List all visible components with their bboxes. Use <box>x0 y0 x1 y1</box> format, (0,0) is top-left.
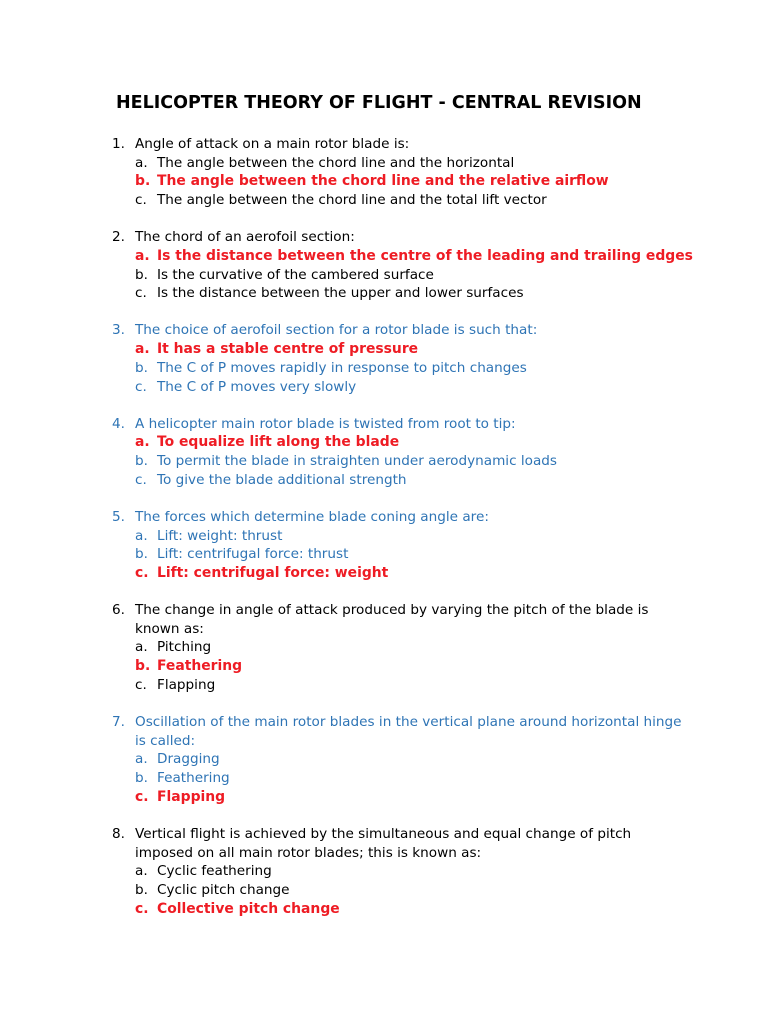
answer-option <box>135 881 712 900</box>
answer-option <box>135 154 712 173</box>
question-stem <box>112 825 712 862</box>
option-list <box>112 862 712 918</box>
option-label: c. <box>135 378 147 395</box>
question-number: 2. <box>112 229 125 246</box>
correct-answer-option <box>135 433 712 452</box>
question-item <box>112 508 712 583</box>
answer-option <box>135 284 712 303</box>
question-item <box>112 713 712 807</box>
option-list <box>112 247 712 303</box>
option-text: The C of P moves very slowly <box>157 378 357 395</box>
option-text: To give the blade additional strength <box>157 471 407 488</box>
answer-option <box>135 266 712 285</box>
option-label: a. <box>135 751 148 768</box>
option-text: Feathering <box>157 770 230 787</box>
question-item <box>112 601 712 695</box>
option-label: b. <box>135 359 148 376</box>
option-list <box>112 750 712 806</box>
option-label: a. <box>135 154 148 171</box>
option-text: Dragging <box>157 751 220 768</box>
question-item <box>112 321 712 396</box>
question-number: 1. <box>112 136 125 152</box>
answer-option <box>135 862 712 881</box>
answer-option <box>135 378 712 397</box>
option-label: b. <box>135 453 148 470</box>
correct-answer-option <box>135 340 712 359</box>
option-text: It has a stable centre of pressure <box>157 341 419 358</box>
question-stem <box>112 135 712 154</box>
question-text: Oscillation of the main rotor blades in the vertical plane around horizontal hinge is called: <box>135 713 682 749</box>
question-text: Vertical flight is achieved by the simultaneous and equal change of pitch imposed on all main rotor blades; this is known as: <box>135 825 632 861</box>
option-label: a. <box>135 639 148 656</box>
answer-option <box>135 750 712 769</box>
option-text: To equalize lift along the blade <box>157 434 400 451</box>
option-text: Lift: centrifugal force: thrust <box>157 546 349 563</box>
answer-option <box>135 471 712 490</box>
option-label: c. <box>135 900 149 917</box>
answer-option <box>135 452 712 471</box>
question-text: The chord of an aerofoil section: <box>135 229 355 246</box>
answer-option <box>135 545 712 564</box>
option-label: b. <box>135 881 148 898</box>
option-label: b. <box>135 266 148 283</box>
answer-option <box>135 359 712 378</box>
answer-option <box>135 527 712 546</box>
question-item <box>112 135 712 210</box>
correct-answer-option <box>135 788 712 807</box>
option-label: a. <box>135 434 150 451</box>
option-text: Is the distance between the upper and lower surfaces <box>157 285 524 302</box>
option-text: Lift: weight: thrust <box>157 527 283 544</box>
option-text: Flapping <box>157 788 226 805</box>
question-stem <box>112 508 712 527</box>
question-number: 7. <box>112 713 125 730</box>
option-label: c. <box>135 285 147 302</box>
option-label: c. <box>135 676 147 693</box>
option-label: a. <box>135 863 148 880</box>
option-text: Flapping <box>157 676 216 693</box>
option-text: Is the curvative of the cambered surface <box>157 266 434 283</box>
option-text: Pitching <box>157 639 212 656</box>
option-label: b. <box>135 658 151 675</box>
option-label: c. <box>135 471 147 488</box>
correct-answer-option <box>135 564 712 583</box>
question-text: The choice of aerofoil section for a rotor blade is such that: <box>135 322 538 339</box>
answer-option <box>135 676 712 695</box>
option-text: Is the distance between the centre of the leading and trailing edges <box>157 247 693 264</box>
option-text: The C of P moves rapidly in response to pitch changes <box>157 359 527 376</box>
question-item <box>112 415 712 490</box>
correct-answer-option <box>135 657 712 676</box>
option-text: The angle between the chord line and the horizontal <box>157 154 515 171</box>
question-number: 3. <box>112 322 125 339</box>
option-list <box>112 154 712 210</box>
option-label: a. <box>135 527 148 544</box>
option-label: c. <box>135 788 149 805</box>
option-text: Lift: centrifugal force: weight <box>157 564 389 581</box>
question-item <box>112 228 712 303</box>
option-text: To permit the blade in straighten under aerodynamic loads <box>157 453 558 470</box>
page-title: HELICOPTER THEORY OF FLIGHT - CENTRAL REVISION <box>116 93 642 113</box>
option-text: Cyclic pitch change <box>157 881 290 898</box>
option-label: b. <box>135 770 148 787</box>
question-item <box>112 825 712 919</box>
option-text: Cyclic feathering <box>157 863 272 880</box>
correct-answer-option <box>135 900 712 919</box>
option-text: Feathering <box>157 658 243 675</box>
answer-option <box>135 191 712 210</box>
option-label: b. <box>135 173 151 190</box>
question-list <box>112 135 712 937</box>
option-label: c. <box>135 564 149 581</box>
question-stem <box>112 321 712 340</box>
question-number: 5. <box>112 508 125 525</box>
option-text: The angle between the chord line and the relative airflow <box>157 173 609 190</box>
option-list <box>112 433 712 489</box>
question-text: The change in angle of attack produced by varying the pitch of the blade is known as: <box>135 602 649 637</box>
answer-option <box>135 638 712 657</box>
correct-answer-option <box>135 172 712 191</box>
question-stem <box>112 228 712 247</box>
question-text: The forces which determine blade coning angle are: <box>135 508 489 525</box>
question-number: 4. <box>112 415 125 432</box>
option-list <box>112 527 712 583</box>
option-label: a. <box>135 341 150 358</box>
option-list <box>112 638 712 694</box>
option-label: a. <box>135 247 150 264</box>
option-label: c. <box>135 192 147 209</box>
option-label: b. <box>135 546 148 563</box>
question-text: Angle of attack on a main rotor blade is: <box>135 136 410 152</box>
question-stem <box>112 601 712 638</box>
option-text: Collective pitch change <box>157 900 340 917</box>
option-list <box>112 340 712 396</box>
correct-answer-option <box>135 247 712 266</box>
answer-option <box>135 769 712 788</box>
question-stem <box>112 415 712 434</box>
question-stem <box>112 713 712 750</box>
option-text: The angle between the chord line and the total lift vector <box>157 192 547 209</box>
question-text: A helicopter main rotor blade is twisted from root to tip: <box>135 415 516 432</box>
question-number: 8. <box>112 825 125 842</box>
question-number: 6. <box>112 602 125 619</box>
